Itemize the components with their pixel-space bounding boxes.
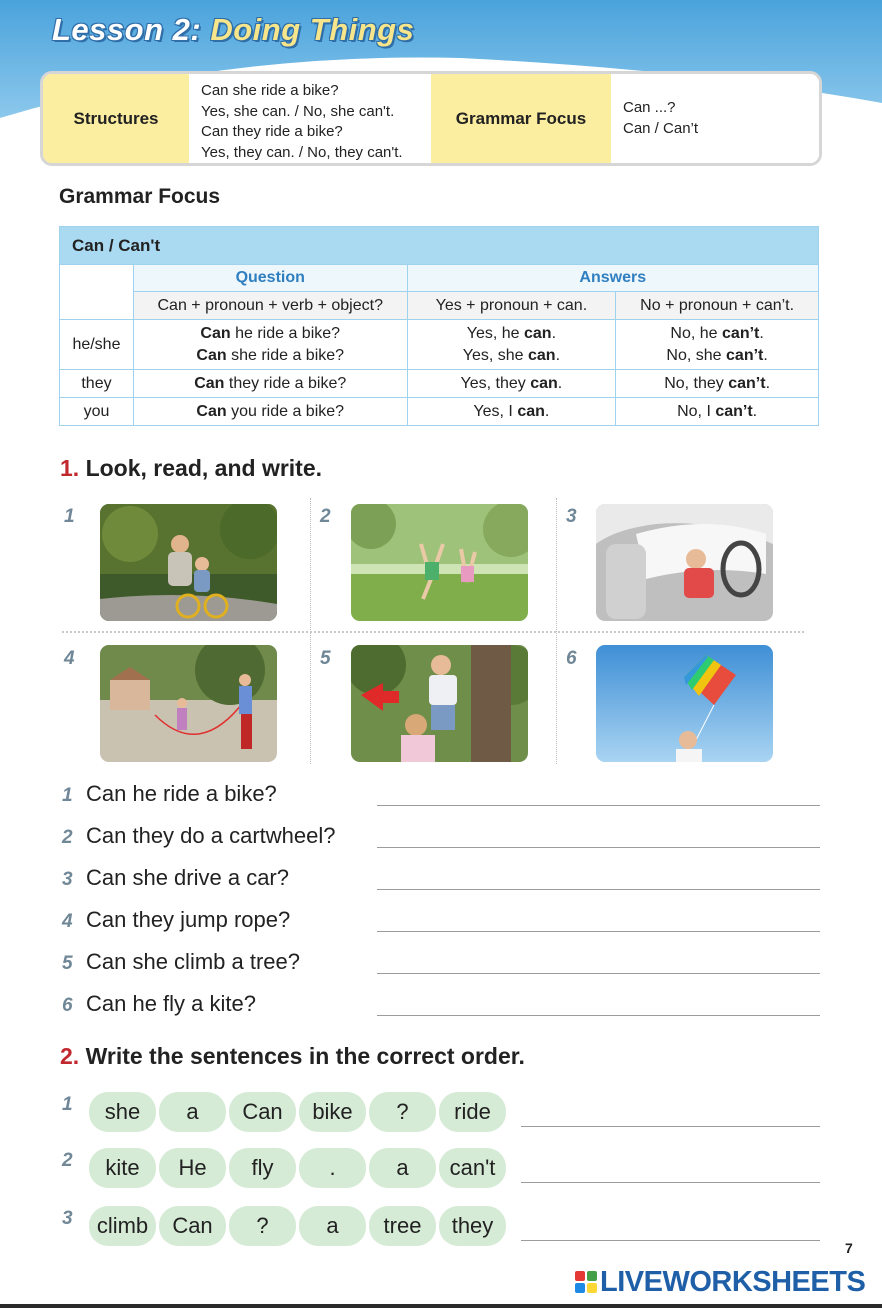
- question-row: [62, 865, 820, 895]
- period: .: [759, 324, 764, 342]
- question-text: you ride a bike?: [226, 402, 345, 420]
- answer-line[interactable]: [377, 1015, 820, 1016]
- word-tile[interactable]: they: [439, 1206, 506, 1246]
- grid-divider: [62, 631, 804, 633]
- word-tile[interactable]: ?: [369, 1092, 436, 1132]
- question-number: 1: [62, 785, 73, 806]
- word-tile[interactable]: ?: [229, 1206, 296, 1246]
- period: .: [551, 324, 557, 342]
- photo-number: 4: [64, 648, 75, 669]
- bold-can: Can: [194, 374, 225, 392]
- bold-can: Can: [200, 324, 231, 342]
- answer-text: Yes, she: [462, 346, 528, 364]
- structure-line: Yes, she can. / No, she can't.: [201, 102, 395, 120]
- table-row: [60, 320, 819, 370]
- grammar-focus-lines: [611, 74, 819, 163]
- period: .: [555, 346, 561, 364]
- grammar-focus-line: Can ...?: [623, 99, 676, 116]
- answer-line[interactable]: [377, 847, 820, 848]
- photo-number: 5: [320, 648, 331, 669]
- structures-label: Structures: [43, 74, 189, 163]
- question-cell: [133, 320, 407, 370]
- question-row: [62, 949, 820, 979]
- word-tile[interactable]: He: [159, 1148, 226, 1188]
- empty-corner-cell: [60, 265, 134, 320]
- bold-can: Can: [196, 402, 227, 420]
- word-tile[interactable]: a: [159, 1092, 226, 1132]
- question-row: [62, 991, 820, 1021]
- brand-name: LIVEWORKSHEETS: [600, 1265, 866, 1298]
- answer-line[interactable]: [377, 805, 820, 806]
- question-text: Can he ride a bike?: [86, 781, 277, 806]
- exercise-2-instruction: Write the sentences in the correct order.: [85, 1043, 525, 1069]
- grammar-focus-line: Can / Can’t: [623, 119, 699, 137]
- exercise-1-title: [60, 455, 322, 482]
- answer-line[interactable]: [521, 1182, 820, 1183]
- bold-cant: can’t: [728, 374, 766, 392]
- no-cell: [616, 398, 819, 426]
- word-tile[interactable]: fly: [229, 1148, 296, 1188]
- question-text: Can they do a cartwheel?: [86, 823, 336, 848]
- question-number: 4: [62, 911, 73, 932]
- answer-text: Yes, they: [460, 374, 531, 392]
- photo-cartwheel: [351, 504, 528, 621]
- answer-text: No, she: [666, 346, 727, 364]
- pronoun-cell: you: [60, 398, 134, 426]
- question-cell: [133, 370, 407, 398]
- question-row: [62, 823, 820, 853]
- photo-ride-bike: [100, 504, 277, 621]
- pronoun-cell: he/she: [60, 320, 134, 370]
- bold-cant: can’t: [726, 346, 764, 364]
- question-number: 5: [62, 953, 73, 974]
- photo-number: 6: [566, 648, 577, 669]
- grammar-table-title: Can / Can't: [60, 227, 819, 265]
- word-order-row: [62, 1206, 820, 1246]
- question-text: Can she climb a tree?: [86, 949, 300, 974]
- answer-line[interactable]: [377, 889, 820, 890]
- photo-drive-car: [596, 504, 773, 621]
- answer-line[interactable]: [521, 1126, 820, 1127]
- period: .: [752, 402, 758, 420]
- word-tile[interactable]: ride: [439, 1092, 506, 1132]
- exercise-1-instruction: Look, read, and write.: [85, 455, 323, 481]
- period: .: [765, 374, 771, 392]
- word-tile[interactable]: a: [299, 1206, 366, 1246]
- exercise-1-number: 1.: [60, 455, 80, 481]
- word-tile[interactable]: tree: [369, 1206, 436, 1246]
- word-tile[interactable]: she: [89, 1092, 156, 1132]
- answer-text: Yes, I: [473, 402, 518, 420]
- yes-cell: [407, 398, 616, 426]
- photo-number: 1: [64, 506, 75, 527]
- page-number: 7: [845, 1240, 853, 1256]
- word-tile[interactable]: Can: [229, 1092, 296, 1132]
- grammar-table-subheader: [60, 292, 819, 320]
- table-row: [60, 398, 819, 426]
- question-text: Can he fly a kite?: [86, 991, 256, 1016]
- word-order-row: [62, 1092, 820, 1132]
- structure-line: Can she ride a bike?: [201, 82, 339, 99]
- bottom-rule: [0, 1304, 882, 1308]
- bold-cant: can’t: [722, 324, 760, 342]
- question-text: they ride a bike?: [224, 374, 347, 392]
- liveworksheets-brand[interactable]: [575, 1264, 865, 1300]
- answer-text: Yes, he: [466, 324, 524, 342]
- structure-line: Yes, they can. / No, they can't.: [201, 143, 403, 161]
- photo-jump-rope: [100, 645, 277, 762]
- answers-header: Answers: [407, 265, 818, 292]
- yes-cell: [407, 370, 616, 398]
- question-text: he ride a bike?: [230, 324, 341, 342]
- answer-text: No, I: [677, 402, 716, 420]
- question-header: Question: [133, 265, 407, 292]
- photo-fly-kite: [596, 645, 773, 762]
- yes-cell: [407, 320, 616, 370]
- no-cell: [616, 320, 819, 370]
- exercise-2-number: 2.: [60, 1043, 80, 1069]
- question-number: 2: [62, 827, 73, 848]
- yes-pattern: Yes + pronoun + can.: [407, 292, 616, 320]
- word-tile[interactable]: a: [369, 1148, 436, 1188]
- structures-box: [40, 71, 822, 166]
- answer-line[interactable]: [377, 973, 820, 974]
- no-pattern: No + pronoun + can’t.: [616, 292, 819, 320]
- bold-can: can: [517, 402, 545, 420]
- answer-line[interactable]: [521, 1240, 820, 1241]
- table-row: [60, 370, 819, 398]
- question-number: 6: [62, 995, 73, 1016]
- row-number: 2: [62, 1150, 73, 1171]
- bold-can: can: [530, 374, 558, 392]
- answer-line[interactable]: [377, 931, 820, 932]
- question-cell: [133, 398, 407, 426]
- bold-cant: can’t: [715, 402, 753, 420]
- word-tile[interactable]: kite: [89, 1148, 156, 1188]
- question-text: she ride a bike?: [226, 346, 345, 364]
- row-number: 3: [62, 1208, 73, 1229]
- word-tile[interactable]: Can: [159, 1206, 226, 1246]
- bold-can: can: [527, 346, 556, 364]
- pronoun-cell: they: [60, 370, 134, 398]
- structures-lines: [189, 74, 431, 163]
- answer-text: No, he: [670, 324, 723, 342]
- grammar-table-header: [60, 265, 819, 292]
- word-tile[interactable]: bike: [299, 1092, 366, 1132]
- no-cell: [616, 370, 819, 398]
- question-text: Can she drive a car?: [86, 865, 289, 890]
- answer-text: No, they: [664, 374, 729, 392]
- grammar-table: [59, 226, 819, 426]
- question-number: 3: [62, 869, 73, 890]
- structure-line: Can they ride a bike?: [201, 123, 343, 140]
- grammar-focus-heading: Grammar Focus: [59, 185, 221, 208]
- question-pattern: Can + pronoun + verb + object?: [133, 292, 407, 320]
- bold-can: can: [523, 324, 552, 342]
- photo-number: 3: [566, 506, 577, 527]
- question-row: [62, 781, 820, 811]
- question-row: [62, 907, 820, 937]
- lesson-name: Doing Things: [210, 12, 415, 47]
- word-tile[interactable]: .: [299, 1148, 366, 1188]
- word-tile[interactable]: can't: [439, 1148, 506, 1188]
- period: .: [557, 374, 563, 392]
- word-tile[interactable]: climb: [89, 1206, 156, 1246]
- lesson-title: [52, 12, 414, 48]
- photo-number: 2: [320, 506, 331, 527]
- period: .: [763, 346, 768, 364]
- lesson-label: Lesson 2:: [52, 12, 202, 47]
- question-text: Can they jump rope?: [86, 907, 291, 932]
- word-order-row: [62, 1148, 820, 1188]
- exercise-2-title: [60, 1043, 525, 1070]
- grammar-table-title-row: [60, 227, 819, 265]
- row-number: 1: [62, 1094, 73, 1115]
- liveworksheets-logo-icon: [575, 1271, 597, 1293]
- period: .: [544, 402, 550, 420]
- grammar-focus-label: Grammar Focus: [431, 74, 611, 163]
- photo-grid: [62, 498, 804, 764]
- bold-can: Can: [196, 346, 227, 364]
- photo-climb-tree: [351, 645, 528, 762]
